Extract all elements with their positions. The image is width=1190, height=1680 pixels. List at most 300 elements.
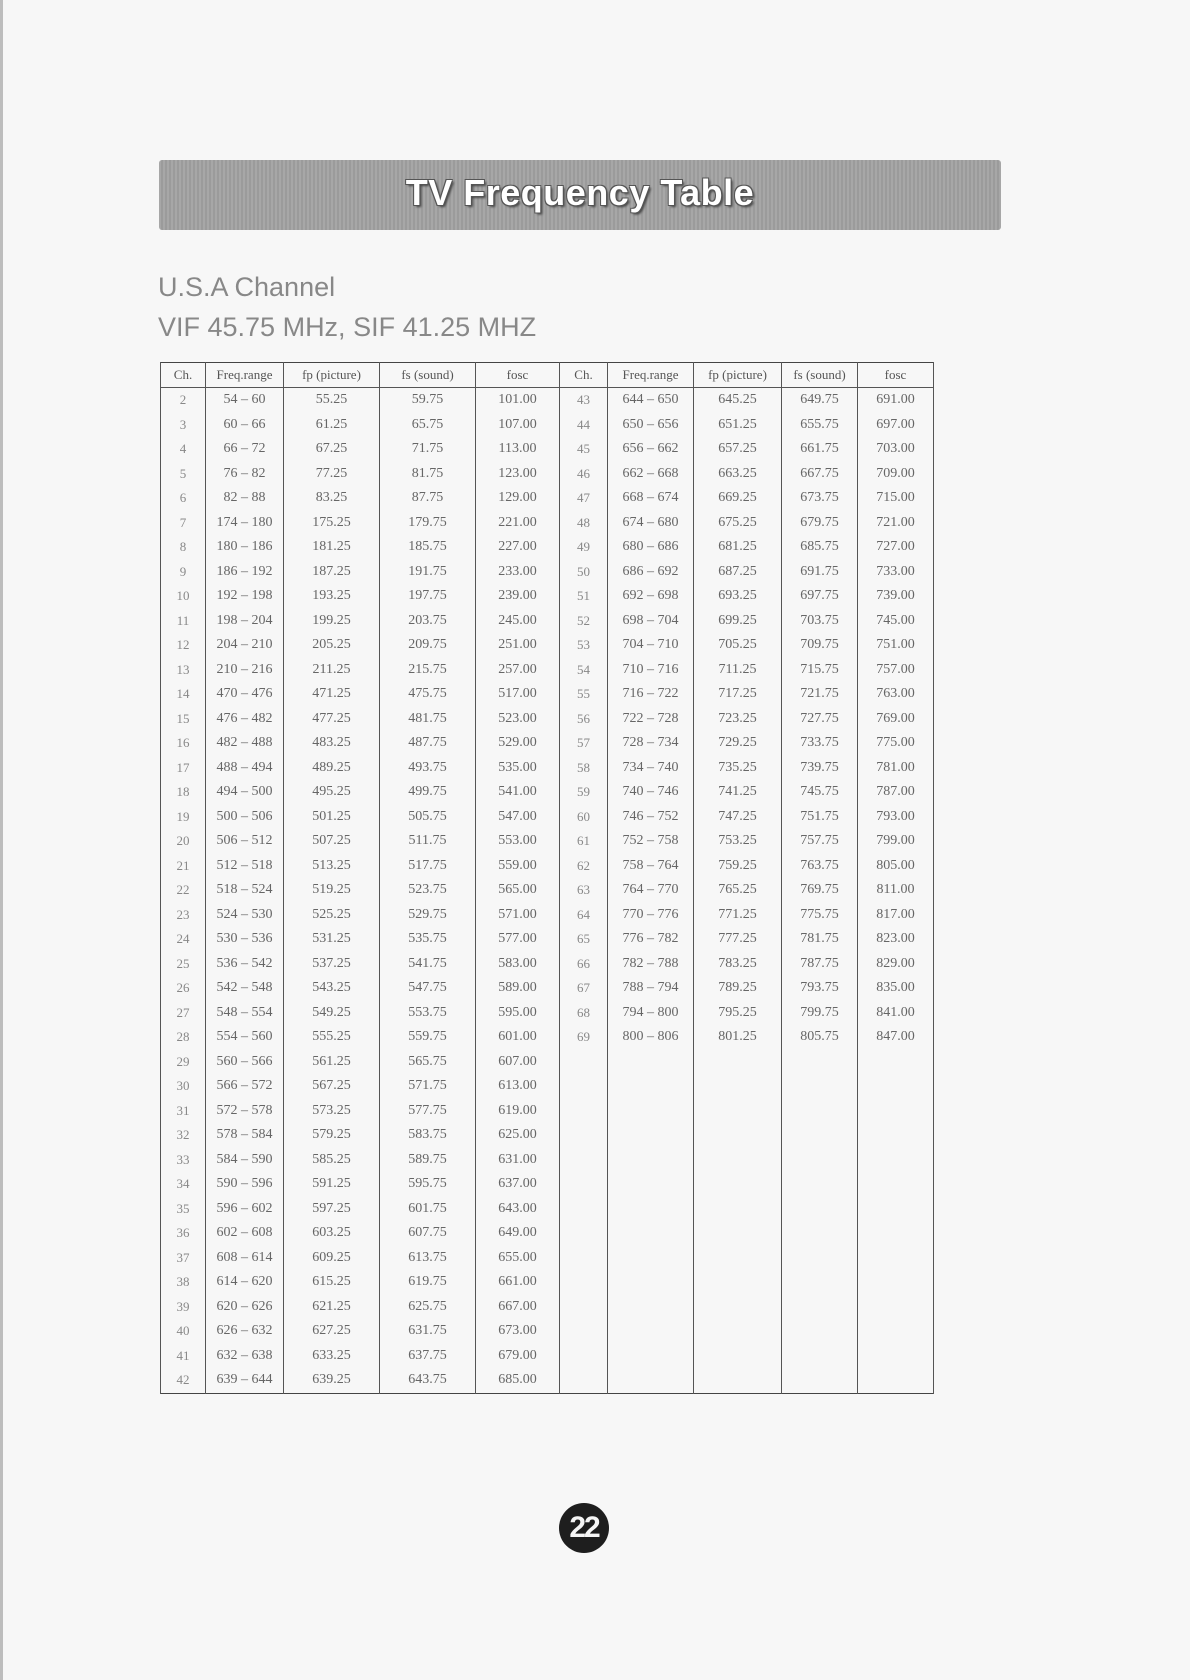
cell-picture: 723.25 bbox=[694, 707, 782, 732]
cell-fosc bbox=[858, 1221, 934, 1246]
cell-freq-range: 788 – 794 bbox=[608, 976, 694, 1001]
cell-fosc: 129.00 bbox=[476, 486, 560, 511]
cell-channel bbox=[560, 1344, 608, 1369]
cell-freq-range: 512 – 518 bbox=[206, 854, 284, 879]
cell-picture: 687.25 bbox=[694, 560, 782, 585]
cell-channel: 54 bbox=[560, 658, 608, 683]
cell-sound bbox=[782, 1295, 858, 1320]
cell-fosc: 601.00 bbox=[476, 1025, 560, 1050]
cell-fosc: 637.00 bbox=[476, 1172, 560, 1197]
cell-sound: 739.75 bbox=[782, 756, 858, 781]
cell-channel: 30 bbox=[161, 1074, 206, 1099]
cell-picture: 495.25 bbox=[284, 780, 380, 805]
cell-channel: 34 bbox=[161, 1172, 206, 1197]
cell-freq-range: 632 – 638 bbox=[206, 1344, 284, 1369]
cell-freq-range: 518 – 524 bbox=[206, 878, 284, 903]
cell-channel: 63 bbox=[560, 878, 608, 903]
cell-fosc: 595.00 bbox=[476, 1001, 560, 1026]
cell-sound: 667.75 bbox=[782, 462, 858, 487]
cell-freq-range: 620 – 626 bbox=[206, 1295, 284, 1320]
cell-fosc: 113.00 bbox=[476, 437, 560, 462]
table-row bbox=[161, 633, 934, 658]
cell-picture: 771.25 bbox=[694, 903, 782, 928]
table-row bbox=[161, 1270, 934, 1295]
cell-fosc: 571.00 bbox=[476, 903, 560, 928]
cell-freq-range bbox=[608, 1074, 694, 1099]
cell-sound bbox=[782, 1270, 858, 1295]
cell-picture: 675.25 bbox=[694, 511, 782, 536]
table-row bbox=[161, 388, 934, 413]
cell-picture: 621.25 bbox=[284, 1295, 380, 1320]
table-row bbox=[161, 682, 934, 707]
cell-channel bbox=[560, 1295, 608, 1320]
cell-freq-range: 692 – 698 bbox=[608, 584, 694, 609]
cell-channel: 23 bbox=[161, 903, 206, 928]
cell-channel: 33 bbox=[161, 1148, 206, 1173]
cell-sound bbox=[782, 1319, 858, 1344]
cell-sound: 565.75 bbox=[380, 1050, 476, 1075]
cell-picture: 175.25 bbox=[284, 511, 380, 536]
cell-channel: 38 bbox=[161, 1270, 206, 1295]
cell-channel: 48 bbox=[560, 511, 608, 536]
page-number-badge: 22 bbox=[559, 1503, 609, 1553]
table-row bbox=[161, 780, 934, 805]
cell-fosc: 529.00 bbox=[476, 731, 560, 756]
cell-sound: 595.75 bbox=[380, 1172, 476, 1197]
cell-channel: 11 bbox=[161, 609, 206, 634]
cell-fosc bbox=[858, 1246, 934, 1271]
cell-sound: 559.75 bbox=[380, 1025, 476, 1050]
cell-freq-range: 210 – 216 bbox=[206, 658, 284, 683]
cell-sound: 589.75 bbox=[380, 1148, 476, 1173]
cell-picture bbox=[694, 1197, 782, 1222]
cell-sound: 799.75 bbox=[782, 1001, 858, 1026]
cell-fosc: 547.00 bbox=[476, 805, 560, 830]
cell-fosc: 607.00 bbox=[476, 1050, 560, 1075]
cell-picture: 525.25 bbox=[284, 903, 380, 928]
cell-fosc: 559.00 bbox=[476, 854, 560, 879]
cell-freq-range: 198 – 204 bbox=[206, 609, 284, 634]
table-row bbox=[161, 1074, 934, 1099]
header-ch: Ch. bbox=[161, 363, 206, 388]
cell-channel: 41 bbox=[161, 1344, 206, 1369]
table-row bbox=[161, 1001, 934, 1026]
cell-channel: 49 bbox=[560, 535, 608, 560]
cell-freq-range: 192 – 198 bbox=[206, 584, 284, 609]
cell-picture: 615.25 bbox=[284, 1270, 380, 1295]
table-row bbox=[161, 927, 934, 952]
cell-channel: 40 bbox=[161, 1319, 206, 1344]
cell-sound: 649.75 bbox=[782, 388, 858, 413]
table-row bbox=[161, 903, 934, 928]
table-row bbox=[161, 1148, 934, 1173]
table-row bbox=[161, 609, 934, 634]
cell-sound bbox=[782, 1197, 858, 1222]
cell-fosc: 823.00 bbox=[858, 927, 934, 952]
table-row bbox=[161, 462, 934, 487]
cell-freq-range: 650 – 656 bbox=[608, 413, 694, 438]
cell-picture: 693.25 bbox=[694, 584, 782, 609]
header-freq-range: Freq.range bbox=[608, 363, 694, 388]
cell-freq-range: 770 – 776 bbox=[608, 903, 694, 928]
cell-channel: 52 bbox=[560, 609, 608, 634]
cell-fosc: 835.00 bbox=[858, 976, 934, 1001]
cell-fosc: 517.00 bbox=[476, 682, 560, 707]
cell-freq-range: 66 – 72 bbox=[206, 437, 284, 462]
cell-freq-range: 204 – 210 bbox=[206, 633, 284, 658]
cell-picture: 573.25 bbox=[284, 1099, 380, 1124]
cell-sound: 631.75 bbox=[380, 1319, 476, 1344]
cell-channel: 50 bbox=[560, 560, 608, 585]
cell-picture: 519.25 bbox=[284, 878, 380, 903]
cell-fosc bbox=[858, 1074, 934, 1099]
cell-fosc: 811.00 bbox=[858, 878, 934, 903]
cell-picture: 501.25 bbox=[284, 805, 380, 830]
cell-freq-range: 674 – 680 bbox=[608, 511, 694, 536]
cell-sound: 655.75 bbox=[782, 413, 858, 438]
cell-picture: 711.25 bbox=[694, 658, 782, 683]
cell-picture: 651.25 bbox=[694, 413, 782, 438]
cell-fosc: 685.00 bbox=[476, 1368, 560, 1393]
cell-sound bbox=[782, 1344, 858, 1369]
cell-fosc: 221.00 bbox=[476, 511, 560, 536]
table-row bbox=[161, 731, 934, 756]
cell-sound: 535.75 bbox=[380, 927, 476, 952]
cell-channel: 9 bbox=[161, 560, 206, 585]
cell-sound: 481.75 bbox=[380, 707, 476, 732]
cell-freq-range bbox=[608, 1319, 694, 1344]
cell-sound: 751.75 bbox=[782, 805, 858, 830]
cell-picture: 717.25 bbox=[694, 682, 782, 707]
table-row bbox=[161, 1123, 934, 1148]
cell-sound bbox=[782, 1221, 858, 1246]
cell-freq-range: 560 – 566 bbox=[206, 1050, 284, 1075]
cell-sound: 625.75 bbox=[380, 1295, 476, 1320]
cell-picture: 759.25 bbox=[694, 854, 782, 879]
cell-sound: 691.75 bbox=[782, 560, 858, 585]
cell-fosc: 107.00 bbox=[476, 413, 560, 438]
cell-channel: 15 bbox=[161, 707, 206, 732]
cell-fosc: 691.00 bbox=[858, 388, 934, 413]
cell-sound bbox=[782, 1050, 858, 1075]
cell-fosc: 619.00 bbox=[476, 1099, 560, 1124]
cell-picture: 543.25 bbox=[284, 976, 380, 1001]
cell-fosc: 123.00 bbox=[476, 462, 560, 487]
cell-channel: 8 bbox=[161, 535, 206, 560]
cell-picture: 597.25 bbox=[284, 1197, 380, 1222]
table-row bbox=[161, 535, 934, 560]
cell-channel: 37 bbox=[161, 1246, 206, 1271]
cell-picture: 663.25 bbox=[694, 462, 782, 487]
cell-sound: 709.75 bbox=[782, 633, 858, 658]
cell-freq-range: 54 – 60 bbox=[206, 388, 284, 413]
cell-channel: 59 bbox=[560, 780, 608, 805]
cell-picture: 55.25 bbox=[284, 388, 380, 413]
cell-freq-range: 578 – 584 bbox=[206, 1123, 284, 1148]
table-body bbox=[161, 388, 934, 1394]
cell-sound: 523.75 bbox=[380, 878, 476, 903]
cell-sound: 805.75 bbox=[782, 1025, 858, 1050]
cell-freq-range: 494 – 500 bbox=[206, 780, 284, 805]
cell-picture: 765.25 bbox=[694, 878, 782, 903]
cell-channel: 65 bbox=[560, 927, 608, 952]
cell-channel bbox=[560, 1099, 608, 1124]
cell-fosc: 239.00 bbox=[476, 584, 560, 609]
cell-picture: 211.25 bbox=[284, 658, 380, 683]
cell-fosc bbox=[858, 1344, 934, 1369]
cell-freq-range bbox=[608, 1172, 694, 1197]
cell-sound: 583.75 bbox=[380, 1123, 476, 1148]
cell-freq-range: 764 – 770 bbox=[608, 878, 694, 903]
cell-channel: 64 bbox=[560, 903, 608, 928]
table-row bbox=[161, 511, 934, 536]
cell-picture: 591.25 bbox=[284, 1172, 380, 1197]
cell-channel bbox=[560, 1148, 608, 1173]
cell-channel: 18 bbox=[161, 780, 206, 805]
cell-fosc: 679.00 bbox=[476, 1344, 560, 1369]
cell-freq-range bbox=[608, 1148, 694, 1173]
cell-sound: 745.75 bbox=[782, 780, 858, 805]
cell-picture: 633.25 bbox=[284, 1344, 380, 1369]
cell-picture bbox=[694, 1270, 782, 1295]
cell-sound: 179.75 bbox=[380, 511, 476, 536]
cell-fosc: 727.00 bbox=[858, 535, 934, 560]
cell-freq-range: 584 – 590 bbox=[206, 1148, 284, 1173]
cell-picture: 187.25 bbox=[284, 560, 380, 585]
cell-channel bbox=[560, 1246, 608, 1271]
cell-picture: 471.25 bbox=[284, 682, 380, 707]
cell-sound: 601.75 bbox=[380, 1197, 476, 1222]
cell-channel: 26 bbox=[161, 976, 206, 1001]
cell-picture: 795.25 bbox=[694, 1001, 782, 1026]
cell-sound: 757.75 bbox=[782, 829, 858, 854]
table-row bbox=[161, 1344, 934, 1369]
header-fosc: fosc bbox=[858, 363, 934, 388]
cell-freq-range bbox=[608, 1221, 694, 1246]
cell-freq-range: 488 – 494 bbox=[206, 756, 284, 781]
table-row bbox=[161, 1197, 934, 1222]
table-row bbox=[161, 707, 934, 732]
cell-freq-range: 746 – 752 bbox=[608, 805, 694, 830]
cell-channel: 17 bbox=[161, 756, 206, 781]
cell-freq-range: 698 – 704 bbox=[608, 609, 694, 634]
cell-freq-range: 82 – 88 bbox=[206, 486, 284, 511]
table-row bbox=[161, 854, 934, 879]
cell-freq-range bbox=[608, 1295, 694, 1320]
cell-picture: 657.25 bbox=[694, 437, 782, 462]
table-row bbox=[161, 413, 934, 438]
table-row bbox=[161, 1319, 934, 1344]
cell-freq-range bbox=[608, 1197, 694, 1222]
page-title: TV Frequency Table bbox=[405, 172, 755, 213]
cell-sound: 697.75 bbox=[782, 584, 858, 609]
table-row bbox=[161, 1172, 934, 1197]
cell-fosc: 781.00 bbox=[858, 756, 934, 781]
cell-sound: 619.75 bbox=[380, 1270, 476, 1295]
cell-picture bbox=[694, 1319, 782, 1344]
cell-freq-range bbox=[608, 1270, 694, 1295]
cell-channel: 67 bbox=[560, 976, 608, 1001]
cell-fosc: 715.00 bbox=[858, 486, 934, 511]
table-row bbox=[161, 1246, 934, 1271]
table-row bbox=[161, 1221, 934, 1246]
cell-freq-range: 542 – 548 bbox=[206, 976, 284, 1001]
cell-channel: 22 bbox=[161, 878, 206, 903]
cell-channel: 7 bbox=[161, 511, 206, 536]
cell-fosc bbox=[858, 1319, 934, 1344]
cell-picture: 61.25 bbox=[284, 413, 380, 438]
table-row bbox=[161, 878, 934, 903]
cell-freq-range: 590 – 596 bbox=[206, 1172, 284, 1197]
cell-freq-range: 710 – 716 bbox=[608, 658, 694, 683]
cell-channel: 27 bbox=[161, 1001, 206, 1026]
cell-picture: 513.25 bbox=[284, 854, 380, 879]
cell-picture: 699.25 bbox=[694, 609, 782, 634]
cell-freq-range: 476 – 482 bbox=[206, 707, 284, 732]
cell-picture: 609.25 bbox=[284, 1246, 380, 1271]
cell-channel: 51 bbox=[560, 584, 608, 609]
cell-sound: 643.75 bbox=[380, 1368, 476, 1393]
cell-freq-range: 752 – 758 bbox=[608, 829, 694, 854]
cell-fosc: 251.00 bbox=[476, 633, 560, 658]
cell-fosc: 805.00 bbox=[858, 854, 934, 879]
cell-sound: 511.75 bbox=[380, 829, 476, 854]
cell-picture: 729.25 bbox=[694, 731, 782, 756]
cell-fosc: 649.00 bbox=[476, 1221, 560, 1246]
cell-channel: 20 bbox=[161, 829, 206, 854]
cell-picture: 555.25 bbox=[284, 1025, 380, 1050]
table-row bbox=[161, 829, 934, 854]
cell-picture: 205.25 bbox=[284, 633, 380, 658]
cell-fosc: 841.00 bbox=[858, 1001, 934, 1026]
cell-sound: 733.75 bbox=[782, 731, 858, 756]
cell-sound: 661.75 bbox=[782, 437, 858, 462]
header-fosc: fosc bbox=[476, 363, 560, 388]
cell-freq-range: 614 – 620 bbox=[206, 1270, 284, 1295]
cell-freq-range: 470 – 476 bbox=[206, 682, 284, 707]
table-row bbox=[161, 805, 934, 830]
cell-fosc: 745.00 bbox=[858, 609, 934, 634]
cell-channel: 21 bbox=[161, 854, 206, 879]
table-row bbox=[161, 584, 934, 609]
cell-freq-range: 482 – 488 bbox=[206, 731, 284, 756]
cell-picture: 199.25 bbox=[284, 609, 380, 634]
cell-fosc: 787.00 bbox=[858, 780, 934, 805]
cell-picture: 193.25 bbox=[284, 584, 380, 609]
table-row bbox=[161, 976, 934, 1001]
cell-picture: 603.25 bbox=[284, 1221, 380, 1246]
cell-sound: 703.75 bbox=[782, 609, 858, 634]
cell-freq-range: 572 – 578 bbox=[206, 1099, 284, 1124]
table-row bbox=[161, 952, 934, 977]
cell-sound: 81.75 bbox=[380, 462, 476, 487]
cell-freq-range: 554 – 560 bbox=[206, 1025, 284, 1050]
cell-sound: 763.75 bbox=[782, 854, 858, 879]
cell-freq-range bbox=[608, 1099, 694, 1124]
cell-picture: 645.25 bbox=[694, 388, 782, 413]
cell-sound: 203.75 bbox=[380, 609, 476, 634]
table-header-row bbox=[161, 363, 934, 388]
cell-picture bbox=[694, 1074, 782, 1099]
cell-channel: 61 bbox=[560, 829, 608, 854]
cell-picture bbox=[694, 1172, 782, 1197]
cell-channel bbox=[560, 1172, 608, 1197]
cell-channel: 39 bbox=[161, 1295, 206, 1320]
section-heading: U.S.A Channel bbox=[158, 272, 336, 302]
header-freq-range: Freq.range bbox=[206, 363, 284, 388]
cell-fosc: 631.00 bbox=[476, 1148, 560, 1173]
cell-picture: 801.25 bbox=[694, 1025, 782, 1050]
cell-sound: 499.75 bbox=[380, 780, 476, 805]
cell-fosc: 799.00 bbox=[858, 829, 934, 854]
cell-freq-range: 639 – 644 bbox=[206, 1368, 284, 1393]
cell-freq-range: 734 – 740 bbox=[608, 756, 694, 781]
cell-sound: 637.75 bbox=[380, 1344, 476, 1369]
cell-channel: 55 bbox=[560, 682, 608, 707]
cell-fosc: 577.00 bbox=[476, 927, 560, 952]
cell-fosc: 661.00 bbox=[476, 1270, 560, 1295]
cell-channel bbox=[560, 1319, 608, 1344]
cell-freq-range: 740 – 746 bbox=[608, 780, 694, 805]
header-fs-sound: fs (sound) bbox=[782, 363, 858, 388]
cell-channel: 14 bbox=[161, 682, 206, 707]
cell-channel: 56 bbox=[560, 707, 608, 732]
cell-freq-range: 506 – 512 bbox=[206, 829, 284, 854]
cell-channel: 12 bbox=[161, 633, 206, 658]
cell-channel: 3 bbox=[161, 413, 206, 438]
cell-sound bbox=[782, 1172, 858, 1197]
cell-freq-range: 656 – 662 bbox=[608, 437, 694, 462]
cell-channel: 57 bbox=[560, 731, 608, 756]
title-banner bbox=[159, 160, 1001, 230]
header-fp-picture: fp (picture) bbox=[284, 363, 380, 388]
frequency-table bbox=[160, 362, 934, 1394]
cell-freq-range: 536 – 542 bbox=[206, 952, 284, 977]
cell-freq-range: 602 – 608 bbox=[206, 1221, 284, 1246]
cell-fosc: 829.00 bbox=[858, 952, 934, 977]
cell-picture bbox=[694, 1344, 782, 1369]
cell-picture bbox=[694, 1221, 782, 1246]
cell-picture: 639.25 bbox=[284, 1368, 380, 1393]
cell-channel bbox=[560, 1221, 608, 1246]
cell-sound bbox=[782, 1074, 858, 1099]
cell-freq-range: 794 – 800 bbox=[608, 1001, 694, 1026]
cell-sound: 613.75 bbox=[380, 1246, 476, 1271]
cell-channel: 58 bbox=[560, 756, 608, 781]
cell-sound: 487.75 bbox=[380, 731, 476, 756]
cell-channel bbox=[560, 1123, 608, 1148]
cell-fosc: 769.00 bbox=[858, 707, 934, 732]
cell-fosc: 703.00 bbox=[858, 437, 934, 462]
cell-channel: 43 bbox=[560, 388, 608, 413]
cell-freq-range: 776 – 782 bbox=[608, 927, 694, 952]
cell-freq-range: 704 – 710 bbox=[608, 633, 694, 658]
cell-channel: 16 bbox=[161, 731, 206, 756]
cell-channel: 44 bbox=[560, 413, 608, 438]
cell-freq-range bbox=[608, 1246, 694, 1271]
cell-fosc: 739.00 bbox=[858, 584, 934, 609]
cell-channel: 47 bbox=[560, 486, 608, 511]
header-fp-picture: fp (picture) bbox=[694, 363, 782, 388]
cell-picture: 507.25 bbox=[284, 829, 380, 854]
cell-fosc: 589.00 bbox=[476, 976, 560, 1001]
cell-fosc bbox=[858, 1148, 934, 1173]
cell-channel: 19 bbox=[161, 805, 206, 830]
cell-fosc bbox=[858, 1295, 934, 1320]
cell-picture: 537.25 bbox=[284, 952, 380, 977]
cell-sound: 65.75 bbox=[380, 413, 476, 438]
cell-sound: 505.75 bbox=[380, 805, 476, 830]
